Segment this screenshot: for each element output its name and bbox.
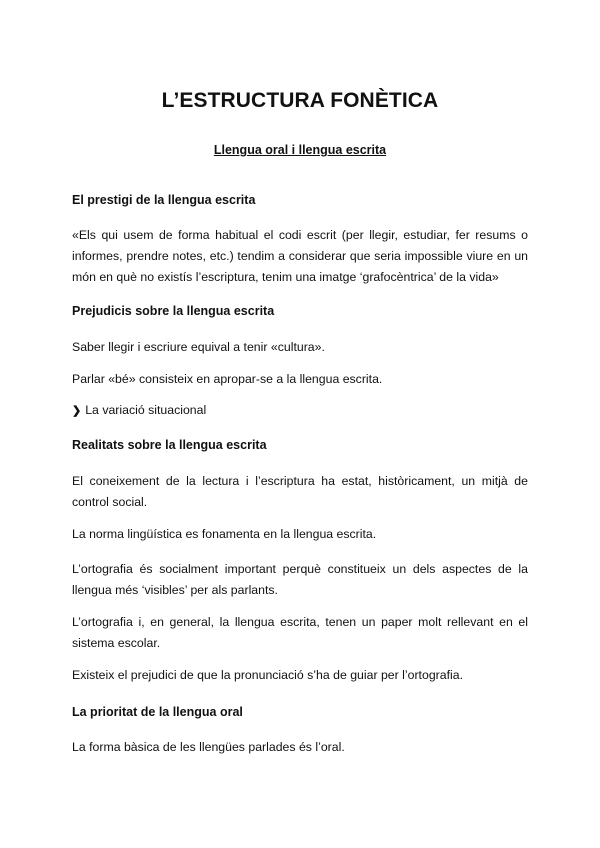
paragraph-realitats-5: Existeix el prejudici de que la pronunciació s’ha de guiar per l’ortografia. bbox=[72, 668, 463, 682]
paragraph-realitats-4: L’ortografia i, en general, la llengua escrita, tenen un paper molt rellevant en el sistema escolar. bbox=[72, 615, 528, 650]
section-heading-prejudicis: Prejudicis sobre la llengua escrita bbox=[72, 304, 275, 318]
document-subtitle: Llengua oral i llengua escrita bbox=[213, 143, 387, 157]
section-heading-prioritat: La prioritat de la llengua oral bbox=[72, 705, 243, 719]
paragraph-prejudicis-2: Parlar «bé» consisteix en apropar-se a la llengua escrita. bbox=[72, 372, 383, 386]
bullet-item-label: La variació situacional bbox=[85, 403, 207, 417]
section-heading-prestigi: El prestigi de la llengua escrita bbox=[72, 193, 256, 207]
bullet-item-variacio bbox=[72, 403, 206, 417]
paragraph-prioritat-1: La forma bàsica de les llengües parlades és l’oral. bbox=[72, 740, 345, 754]
chevron-right-icon: ❯ bbox=[72, 405, 82, 417]
document-title: L’ESTRUCTURA FONÈTICA bbox=[161, 89, 439, 112]
paragraph-prejudicis-1: Saber llegir i escriure equival a tenir «cultura». bbox=[72, 340, 325, 354]
paragraph-realitats-1: El coneixement de la lectura i l’escriptura ha estat, històricament, un mitjà de control social. bbox=[72, 474, 528, 509]
section-heading-realitats: Realitats sobre la llengua escrita bbox=[72, 438, 267, 452]
paragraph-prestigi-quote: «Els qui usem de forma habitual el codi escrit (per llegir, estudiar, fer resums o informes, prendre notes, etc.) tendim a considerar que seria impossible viure en un món en què no existís l’escriptura, tenim una imatge ‘grafocèntrica’ de la vida» bbox=[72, 228, 528, 284]
paragraph-realitats-2: La norma lingüística es fonamenta en la llengua escrita. bbox=[72, 527, 377, 541]
paragraph-realitats-3: L’ortografia és socialment important perquè constitueix un dels aspectes de la llengua més ‘visibles’ per als parlants. bbox=[72, 562, 528, 597]
